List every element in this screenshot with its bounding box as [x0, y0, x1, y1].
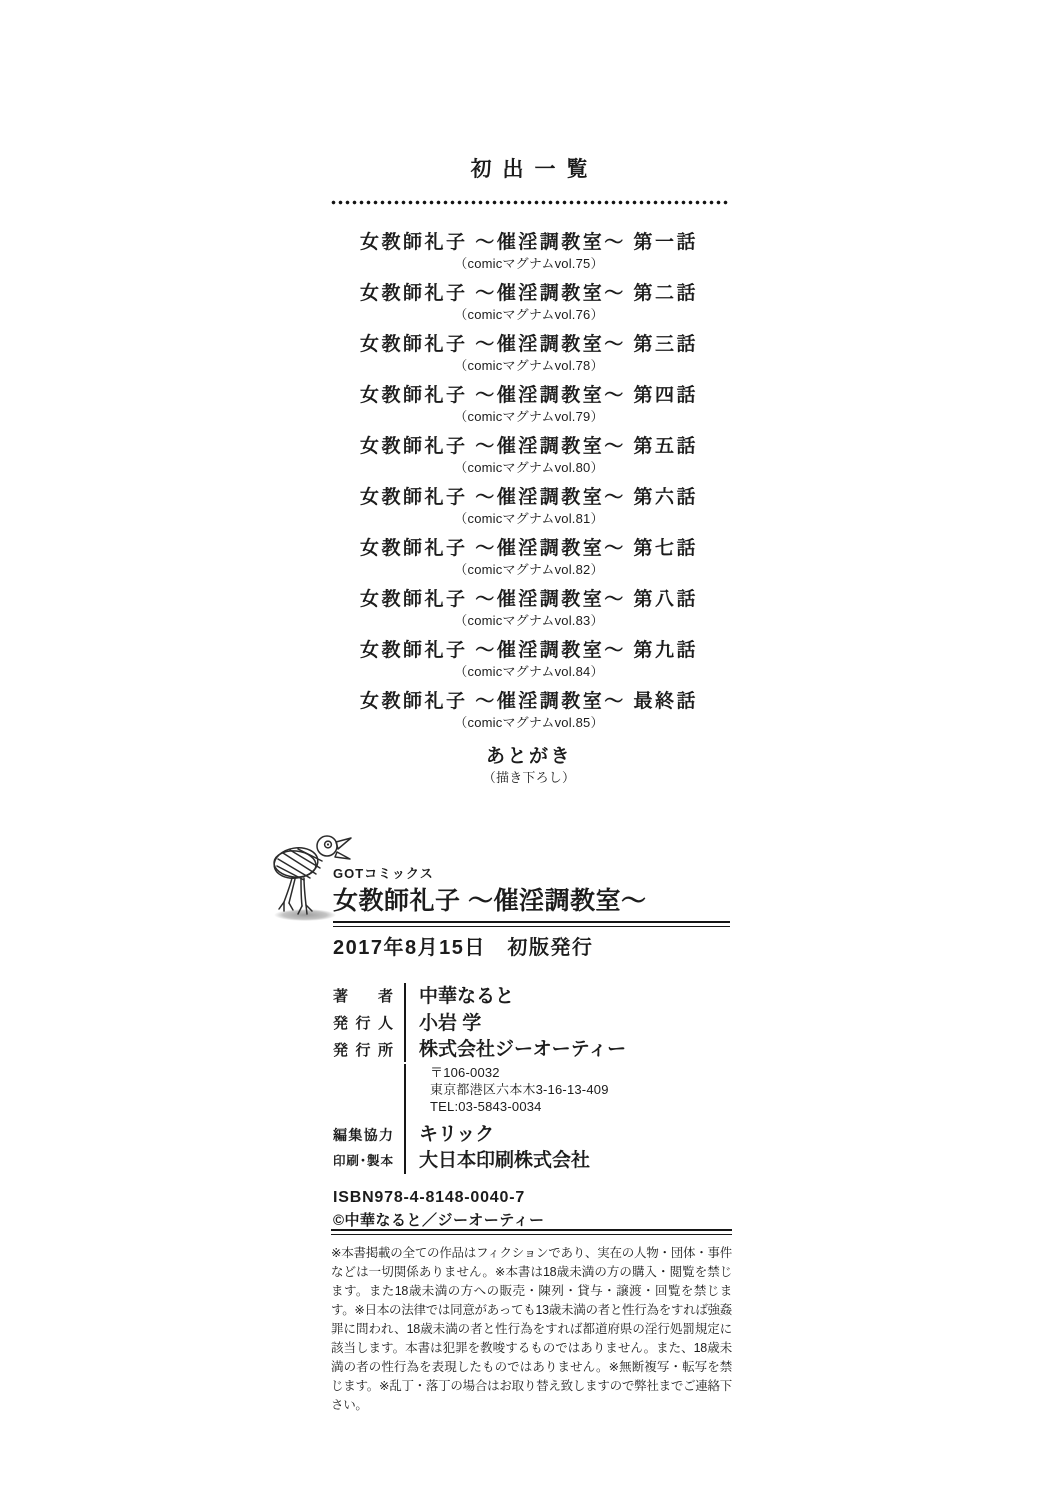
publication-entry [0, 638, 1058, 679]
first-publication-list [0, 157, 1058, 795]
credit-label-empty [333, 1115, 393, 1122]
phone-number: TEL:03-5843-0034 [430, 1098, 542, 1114]
postal-code: 〒106-0032 [430, 1064, 500, 1080]
entry-source: （comicマグナムvol.84） [454, 664, 604, 679]
entry-title: 女教師礼子 ～催淫調教室～ 第九話 [359, 640, 699, 661]
entry-title: 女教師礼子 ～催淫調教室～ 第四話 [359, 385, 699, 406]
credit-label: 編集協力 [333, 1126, 393, 1143]
section-title: 初出一覧 [470, 158, 599, 181]
credit-value: 株式会社ジーオーティー [404, 1037, 735, 1062]
entry-source: （comicマグナムvol.80） [454, 460, 604, 475]
credits-table [333, 983, 735, 1174]
publication-entry [0, 332, 1058, 373]
imprint-label: GOTコミックス [333, 866, 434, 881]
disclaimer-rule [331, 1229, 732, 1235]
publication-entry [0, 230, 1058, 271]
street-address: 東京都港区六本木3-16-13-409 [430, 1081, 609, 1097]
afterword-entry [0, 744, 1058, 785]
copyright-line: ©中華なると／ジーオーティー [333, 1211, 545, 1229]
publication-entry [0, 689, 1058, 730]
entry-source: （comicマグナムvol.83） [454, 613, 604, 628]
entry-title: 女教師礼子 ～催淫調教室～ 第七話 [359, 538, 699, 559]
entry-title: 女教師礼子 ～催淫調教室～ 第二話 [359, 283, 699, 304]
credit-value: 小岩 学 [404, 1010, 735, 1037]
entry-title: 女教師礼子 ～催淫調教室～ 第三話 [359, 334, 699, 355]
credit-label: 発行人 [333, 1014, 393, 1032]
entry-source: （comicマグナムvol.85） [454, 715, 604, 730]
afterword-source: （描き下ろし） [482, 770, 576, 785]
isbn-number: ISBN978-4-8148-0040-7 [333, 1188, 526, 1206]
credit-label: 著者 [333, 987, 393, 1005]
afterword-title: あとがき [485, 746, 572, 767]
publication-entry [0, 281, 1058, 322]
publication-entry [0, 434, 1058, 475]
publication-entry [0, 536, 1058, 577]
dotted-divider [330, 200, 728, 205]
credit-value: キリック [404, 1122, 735, 1148]
credit-label-empty [333, 1064, 393, 1091]
entry-source: （comicマグナムvol.79） [454, 409, 604, 424]
colophon-block [333, 866, 735, 1230]
entry-title: 女教師礼子 ～催淫調教室～ 第一話 [359, 232, 699, 253]
entry-source: （comicマグナムvol.76） [454, 307, 604, 322]
publisher-address [404, 1064, 735, 1115]
entry-source: （comicマグナムvol.75） [454, 256, 604, 271]
entry-title: 女教師礼子 ～催淫調教室～ 第六話 [359, 487, 699, 508]
publication-entry [0, 587, 1058, 628]
credit-value: 中華なると [404, 983, 735, 1010]
entry-source: （comicマグナムvol.82） [454, 562, 604, 577]
entry-title: 女教師礼子 ～催淫調教室～ 最終話 [359, 691, 699, 712]
entry-source: （comicマグナムvol.78） [454, 358, 604, 373]
entry-title: 女教師礼子 ～催淫調教室～ 第五話 [359, 436, 699, 457]
book-title: 女教師礼子 ～催淫調教室～ [333, 887, 647, 915]
credit-value: 大日本印刷株式会社 [404, 1148, 735, 1174]
entry-source: （comicマグナムvol.81） [454, 511, 604, 526]
edition-date: 2017年8月15日 初版発行 [333, 936, 594, 959]
publication-entry [0, 383, 1058, 424]
credit-label: 発行所 [333, 1041, 393, 1059]
publication-entry [0, 485, 1058, 526]
disclaimer-text: ※本書掲載の全ての作品はフィクションであり、実在の人物・団体・事件などは一切関係ありません。※本書は18歳未満の方の購入・閲覧を禁じます。また18歳未満の方への販売・陳列・貸与・譲渡・回覧を禁じます。※日本の法律では同意があっても13歳未満の者と性行為をすれば強姦罪に問われ、18歳未満の者と性行為をすれば都道府県の淫行処罰規定に該当します。本書は犯罪を教唆するものではありません。また、18歳未満の者の性行為を表現したものではありません。※無断複写・転写を禁じます。※乱丁・落丁の場合はお取り替え致しますので弊社までご連絡下さい。 [331, 1245, 732, 1412]
title-rule [333, 921, 730, 927]
credit-value-empty [404, 1115, 735, 1122]
legal-disclaimer [331, 1229, 732, 1415]
credit-label: 印刷･製本 [333, 1153, 393, 1168]
entry-title: 女教師礼子 ～催淫調教室～ 第八話 [359, 589, 699, 610]
